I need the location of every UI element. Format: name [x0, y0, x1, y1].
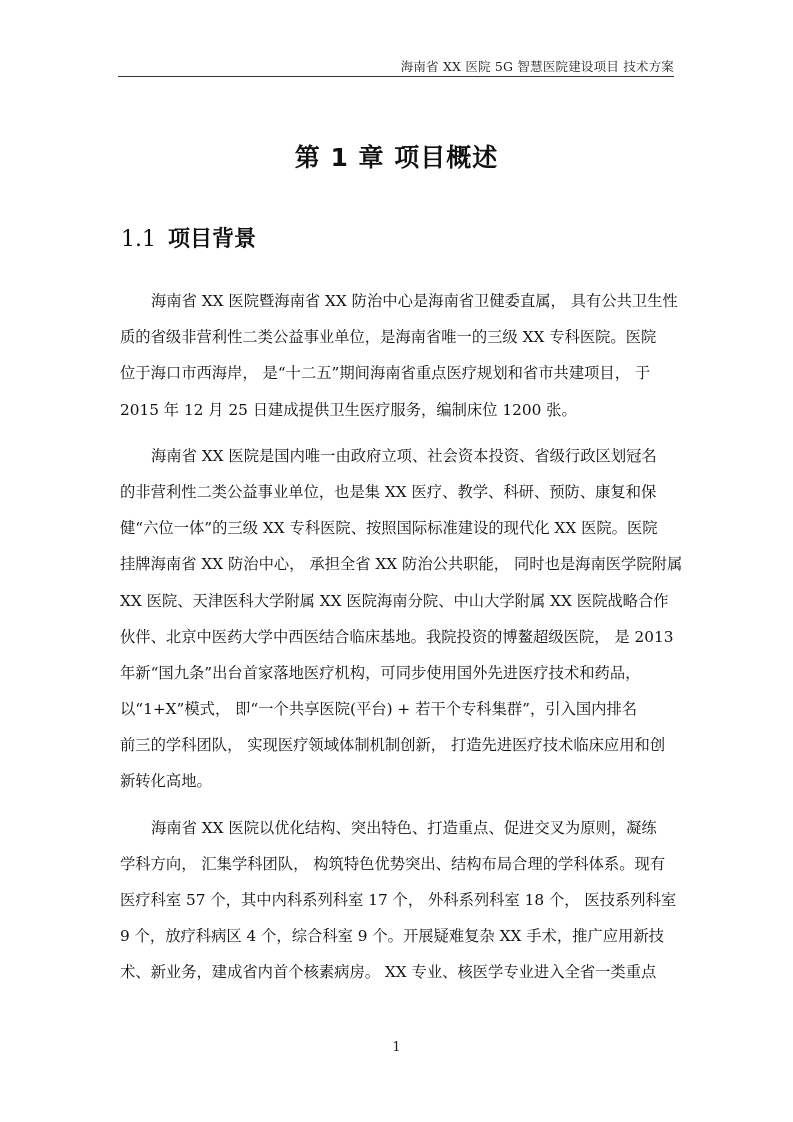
paragraph-line: 9 个，放疗科病区 4 个，综合科室 9 个。开展疑难复杂 XX 手术，推广应用新技 [120, 927, 664, 946]
paragraph-line: 新转化高地。 [120, 772, 212, 791]
paragraph-line: 术、新业务，建成省内首个核素病房。 XX 专业、核医学专业进入全省一类重点 [120, 963, 657, 982]
paragraph-line: 学科方向， 汇集学科团队， 构筑特色优势突出、结构布局合理的学科体系。现有 [120, 854, 666, 873]
paragraph-line: 健“六位一体”的三级 XX 专科医院、按照国际标准建设的现代化 XX 医院。医院 [120, 519, 658, 538]
paragraph-1 [120, 283, 676, 428]
header-title: 海南省 XX 医院 5G 智慧医院建设项目 技术方案 [400, 59, 674, 74]
paragraph-line: 的非营利性二类公益事业单位，也是集 XX 医疗、教学、科研、预防、康复和保 [120, 482, 657, 501]
paragraph-line: 位于海口市西海岸， 是“十二五”期间海南省重点医疗规划和省市共建项目， 于 [120, 364, 651, 383]
page-header [118, 54, 674, 77]
paragraph-line: 海南省 XX 医院暨海南省 XX 防治中心是海南省卫健委直属， 具有公共卫生性 [151, 292, 678, 310]
body-text [120, 283, 683, 991]
chapter-title: 第 1 章 项目概述 [294, 143, 499, 172]
paragraph-gap [120, 428, 676, 438]
paragraph-line: 医疗科室 57 个，其中内科系列科室 17 个， 外科系列科室 18 个， 医技系列科室 [120, 891, 677, 909]
paragraph-line: XX 医院、天津医科大学附属 XX 医院海南分院、中山大学附属 XX 医院战略合作 [120, 591, 669, 610]
page-number: 1 [392, 1040, 401, 1055]
paragraph-line: 年新“国九条”出台首家落地医疗机构，可同步使用国外先进医疗技术和药品， [120, 663, 641, 682]
paragraph-line: 伙伴、北京中医药大学中西医结合临床基地。我院投资的博鳌超级医院， 是 2013 [120, 627, 674, 646]
paragraph-line: 前三的学科团队， 实现医疗领域体制机制创新， 打造先进医疗技术临床应用和创 [120, 736, 666, 755]
paragraph-line: 质的省级非营利性二类公益事业单位，是海南省唯一的三级 XX 专科医院。医院 [120, 328, 657, 347]
paragraph-line: 2015 年 12 月 25 日建成提供卫生医疗服务，编制床位 1200 张。 [120, 400, 577, 419]
paragraph-line: 挂牌海南省 XX 防治中心， 承担全省 XX 防治公共职能， 同时也是海南医学院附属 [120, 555, 683, 574]
section-title: 项目背景 [168, 227, 257, 252]
paragraph-3 [120, 810, 676, 991]
section-heading [121, 222, 256, 253]
paragraph-line: 海南省 XX 医院是国内唯一由政府立项、社会资本投资、省级行政区划冠名 [151, 446, 657, 465]
paragraph-line: 海南省 XX 医院以优化结构、突出特色、打造重点、促进交叉为原则，凝练 [151, 818, 657, 837]
paragraph-gap [120, 800, 676, 810]
section-number: 1.1 [121, 227, 156, 252]
paragraph-line: 以“1+X”模式， 即“一个共享医院(平台) + 若干个专科集群”，引入国内排名 [120, 700, 638, 719]
paragraph-2 [120, 438, 683, 800]
